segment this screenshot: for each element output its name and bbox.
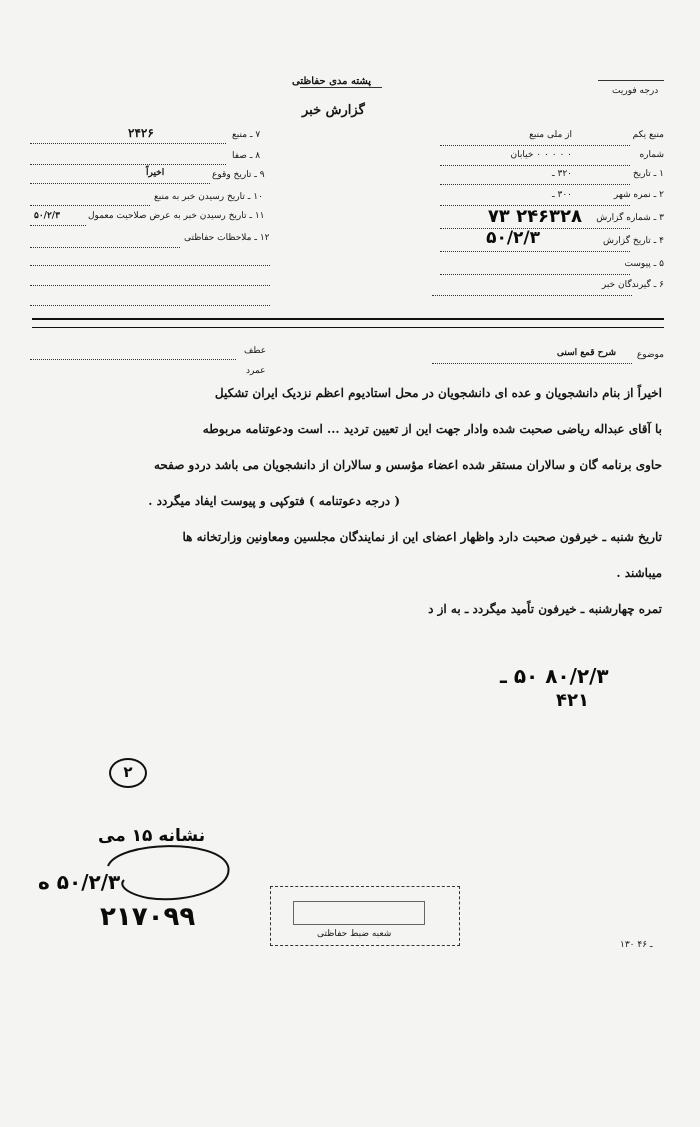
- subject-value: شرح قمع اسنی: [556, 348, 616, 358]
- left-field-value: ۵۰/۲/۳: [34, 211, 60, 221]
- dotted-line: [432, 362, 632, 364]
- dotted-line: [30, 224, 86, 226]
- priority-label: درجه فوریت: [612, 86, 659, 96]
- dotted-line: [30, 142, 226, 144]
- circled-number-text: ۲: [123, 763, 133, 781]
- dotted-line: [440, 273, 630, 275]
- body-line: میباشند .: [616, 566, 662, 580]
- divider-line: [32, 327, 664, 328]
- right-field-value: ۳۲۰ ـ: [551, 169, 572, 179]
- dotted-line: [30, 284, 270, 286]
- right-field-label: ۲ ـ نمره شهر: [613, 190, 664, 200]
- left-field-label: ۱۱ ـ تاریخ رسیدن خبر به عرض صلاحیت معمول: [88, 211, 265, 221]
- left-field-value: ۲۴۲۶: [128, 126, 154, 140]
- right-field-label: ۴ ـ تاریخ گزارش: [602, 236, 664, 246]
- dotted-line: [30, 204, 150, 206]
- left-field-label: ۱۰ ـ تاریخ رسیدن خبر به منبع: [154, 192, 263, 202]
- dotted-line: [30, 246, 180, 248]
- priority-rule: [598, 80, 664, 81]
- archive-stamp: [270, 886, 460, 946]
- dotted-line: [432, 294, 632, 296]
- body-line: حاوی برنامه گان و سالاران مستقر شده اعضاء مؤسس و سالاران از دانشجویان می باشد دردو صفحه: [153, 458, 662, 472]
- dotted-line: [440, 164, 630, 166]
- handwritten-date: ۸۰/۲/۳ ۵۰ ـ: [500, 664, 609, 688]
- stamp-caption: شعبه ضبط حفاظتی: [317, 929, 392, 939]
- subject-label: موضوع: [636, 350, 664, 360]
- body-line: ( درجه دعوتنامه ) فتوکپی و پیوست ایفاد میگردد .: [148, 494, 400, 508]
- right-field-value: ۳۰۰ ـ: [551, 190, 572, 200]
- right-field-value: از ملی منبع: [529, 130, 572, 140]
- office-heading: پشته مدی حفاظتی: [292, 76, 372, 87]
- circled-number: [109, 758, 147, 788]
- handwritten-left-date: ۵۰/۲/۳ ه: [38, 870, 121, 894]
- dotted-line: [30, 264, 270, 266]
- form-code: ۱۳۰ ـ ۴۶: [620, 940, 653, 950]
- right-field-value: ۰ ۰ ۰ ۰ ۰ خیابان: [510, 150, 572, 160]
- right-field-label: ۵ ـ پیوست: [624, 259, 664, 269]
- case-label: عمرد: [246, 366, 266, 376]
- body-line: اخیراً از بنام دانشجویان و عده ای دانشجویان در محل استادیوم اعظم نزدیک ایران تشکیل: [214, 386, 662, 400]
- report-date-handwritten: ۵۰/۲/۳: [486, 228, 540, 248]
- right-field-label: ۱ ـ تاریخ: [632, 169, 664, 179]
- right-field-label: ۶ ـ گیرندگان خبر: [601, 280, 664, 290]
- report-number-handwritten: ۲۴۶۳۲۸ ۷۳: [487, 206, 582, 227]
- dotted-line: [440, 250, 630, 252]
- dotted-line: [30, 163, 226, 165]
- dotted-line: [440, 144, 630, 146]
- body-line: تمره چهارشنبه ـ خیرفون تاًمید میگردد ـ به از د: [428, 602, 662, 616]
- left-field-value: اخیراً: [146, 168, 165, 178]
- report-title: گزارش خبر: [302, 103, 365, 118]
- right-field-label: منبع یکم: [632, 130, 664, 140]
- dotted-line: [30, 358, 236, 360]
- left-field-label: ۸ ـ صفا: [232, 151, 261, 161]
- left-field-label: ۹ ـ تاریخ وقوع: [212, 170, 265, 180]
- dotted-line: [30, 182, 210, 184]
- handwritten-number: ۴۲۱: [556, 690, 589, 711]
- body-line: تاریخ شنبه ـ خیرفون صحبت دارد واظهار اعضای این از نمایندگان مجلسین ومعاونین وزارتخانه ها: [182, 530, 662, 544]
- left-field-label: ۷ ـ منبع: [232, 130, 261, 140]
- handwritten-signature: نشانه ۱۵ می: [98, 826, 206, 846]
- body-line: با آقای عبداله ریاضی صحبت شده وادار جهت این از تعیین تردید ... است ودعوتنامه مربوطه: [202, 422, 662, 436]
- right-field-label: شماره: [639, 150, 664, 160]
- handwritten-left-number: ۲۱۷۰۹۹: [100, 902, 196, 932]
- stamp-inner-box: [293, 901, 425, 925]
- divider-line: [32, 318, 664, 320]
- reference-label: عطف: [244, 346, 267, 356]
- dotted-line: [30, 304, 270, 306]
- dotted-line: [440, 183, 630, 185]
- right-field-label: ۳ ـ شماره گزارش: [596, 213, 664, 223]
- header-rule: [300, 87, 382, 88]
- left-field-label: ۱۲ ـ ملاحظات حفاظتی: [184, 233, 270, 243]
